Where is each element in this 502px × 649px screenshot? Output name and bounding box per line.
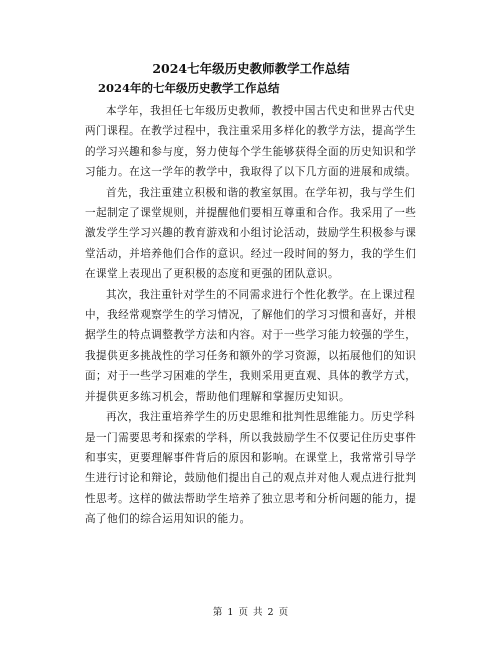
paragraph-2 [85,183,418,285]
paragraph-line: 的学习兴趣和参与度，努力使每个学生能够获得全面的历史知识和学 [85,145,417,158]
paragraph-line: 面；对于一些学习困难的学生，我则采用更直观、具体的教学方式， [85,370,417,383]
paragraph-line: 其次，我注重针对学生的不同需求进行个性化教学。在上课过程 [106,288,416,301]
paragraph-4 [85,407,418,529]
paragraph-line: 生进行讨论和辩论，鼓励他们提出自己的观点并对他人观点进行批判 [85,472,417,485]
paragraph-line: 堂活动，并培养他们合作的意识。经过一段时间的努力，我的学生们 [85,247,417,260]
document-body [85,101,418,530]
paragraph-line: 在课堂上表现出了更积极的态度和更强的团队意识。 [85,268,340,281]
paragraph-line: 本学年，我担任七年级历史教师，教授中国古代史和世界古代史 [106,105,416,117]
document-subtitle: 2024年的七年级历史教学工作总结 [98,81,280,95]
document-title: 2024七年级历史教师教学工作总结 [152,61,350,76]
paragraph-line: 首先，我注重建立积极和谐的教室氛围。在学年初，我与学生们 [106,186,416,199]
paragraph-line: 激发学生学习兴趣的教育游戏和小组讨论活动，鼓励学生积极参与课 [85,227,417,240]
paragraph-line: 并提供更多练习机会，帮助他们理解和掌握历史知识。 [85,390,351,403]
paragraph-line: 习能力。在这一学年的教学中，我取得了以下几方面的进展和成绩。 [85,166,417,179]
paragraph-line: 再次，我注重培养学生的历史思维和批判性思维能力。历史学科 [106,411,416,424]
paragraph-line: 性思考。这样的做法帮助学生培养了独立思考和分析问题的能力，提 [85,492,417,505]
paragraph-line: 和事实，更要理解事件背后的原因和影响。在课堂上，我常常引导学 [85,451,417,464]
paragraph-line: 一起制定了课堂规则，并提醒他们要相互尊重和合作。我采用了一些 [85,207,417,220]
paragraph-line: 是一门需要思考和探索的学科，所以我鼓励学生不仅要记住历史事件 [85,431,417,444]
paragraph-line: 我提供更多挑战性的学习任务和额外的学习资源，以拓展他们的知识 [85,349,417,362]
paragraph-3 [85,285,418,407]
page-number-footer: 第 1 页 共 2 页 [212,607,290,618]
paragraph-line: 两门课程。在教学过程中，我注重采用多样化的教学方法，提高学生 [85,125,417,138]
paragraph-1 [85,101,418,183]
paragraph-line: 中，我经常观察学生的学习情况，了解他们的学习习惯和喜好，并根 [85,309,417,322]
paragraph-line: 高了他们的综合运用知识的能力。 [85,513,251,526]
paragraph-line: 据学生的特点调整教学方法和内容。对于一些学习能力较强的学生， [85,329,417,342]
